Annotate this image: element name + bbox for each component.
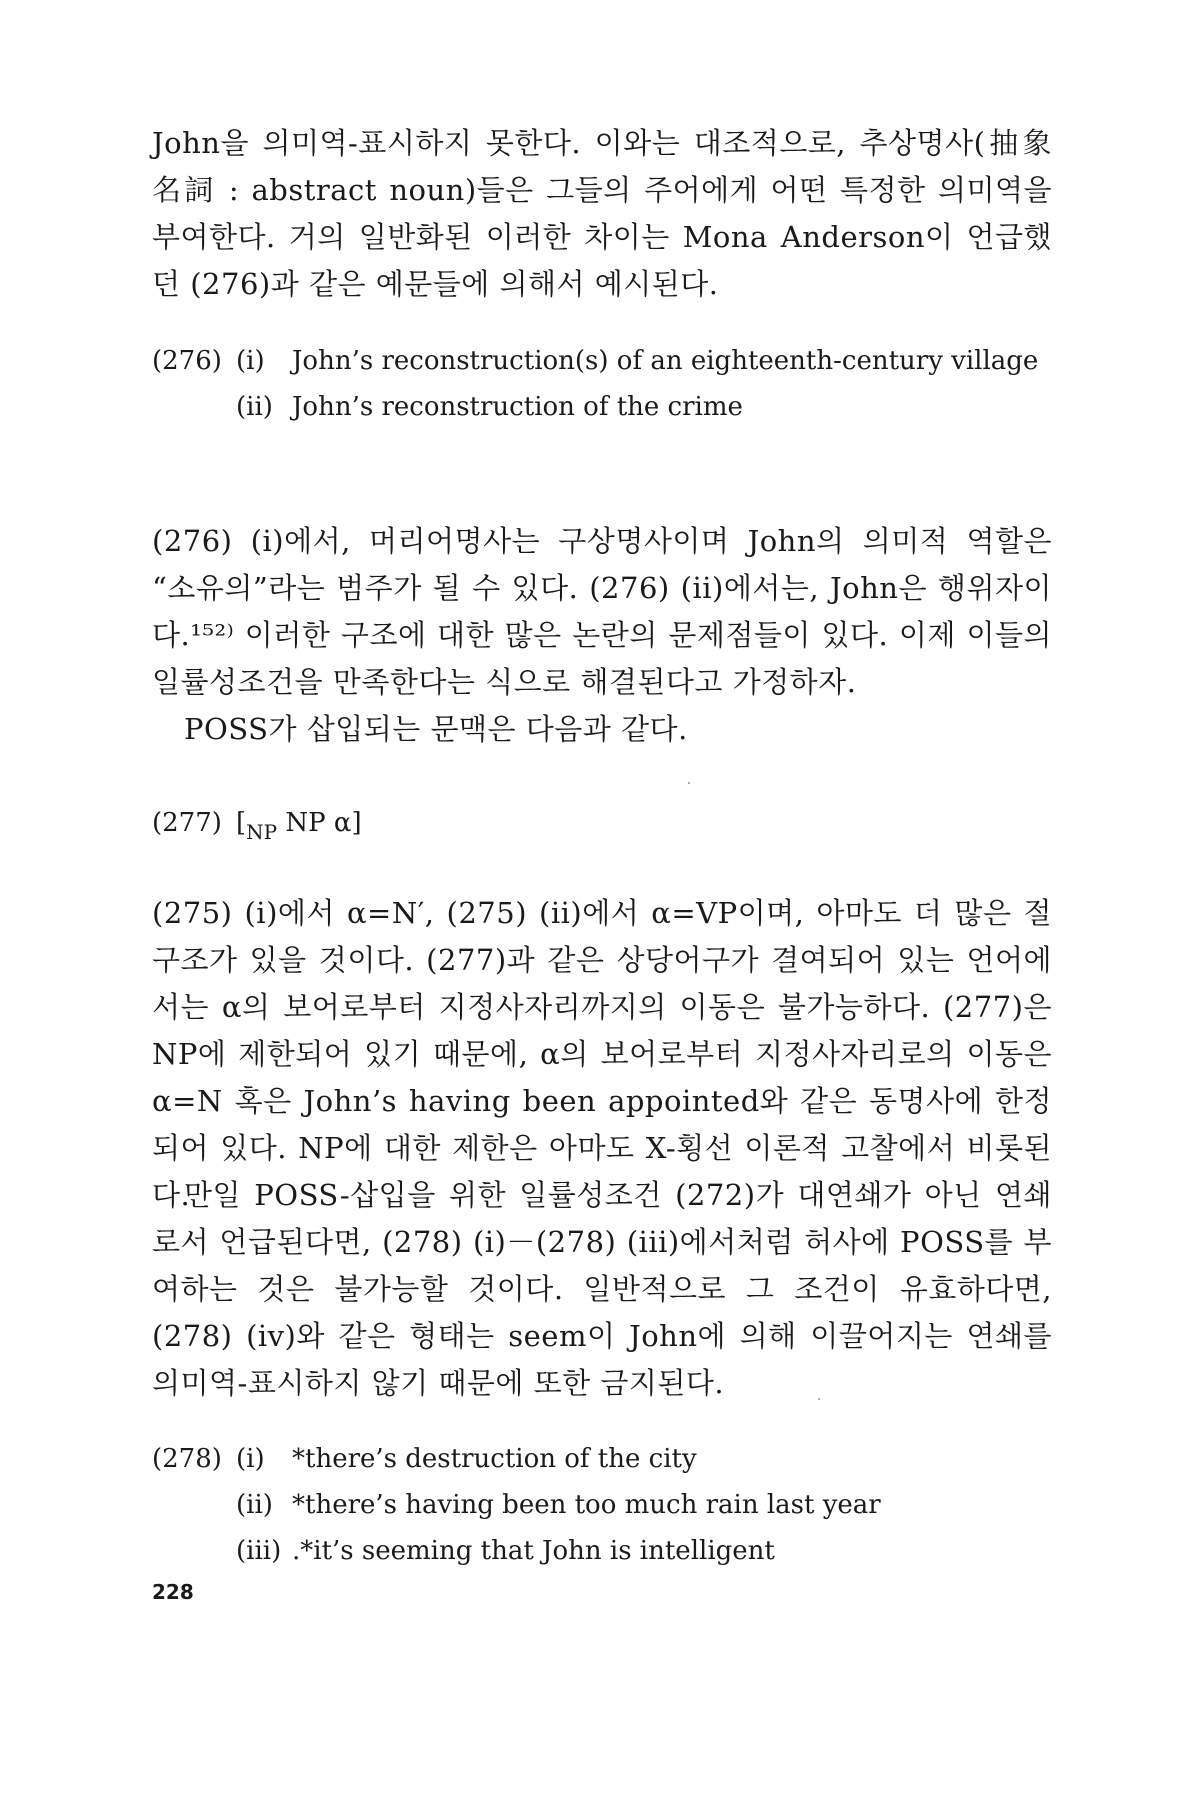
paragraph-alpha: (275) (i)에서 α=N′, (275) (ii)에서 α=VP이며, 아마도 더 많은 절구조가 있을 것이다. (277)과 같은 상당어구가 결여되어 있는 언어에서는 α의 보어로부터 지정사자리까지의 이동은 불가능하다. (277)은 NP에 제한되어 있기 때문에, α의 보어로부터 지정사자리로의 이동은 α=N 혹은 John’s having been appointed와 같은 동명사에 한정되어 있다. NP에 대한 제한은 아마도 X-횡선 이론적 고찰에서 비롯된다. [152, 896, 1052, 1212]
example-label: (ii) [236, 392, 273, 422]
example-277 [152, 800, 1052, 846]
paragraph-poss-context: POSS가 삽입되는 문맥은 다음과 같다. [184, 712, 688, 746]
example-line [152, 1528, 1052, 1574]
example-label: (ii) [236, 1490, 273, 1520]
formula-rest: NP α] [277, 808, 362, 838]
example-line [152, 1436, 1052, 1482]
paragraph-discussion: (276) (i)에서, 머리어명사는 구상명사이며 John의 의미적 역할은 “소유의”라는 범주가 될 수 있다. (276) (ii)에서는, John은 행위자이다.¹⁵²⁾ 이러한 구조에 대한 많은 논란의 문제점들이 있다. 이제 이들의 일률성조건을 만족한다는 식으로 해결된다고 가정하자. [152, 524, 1052, 699]
example-label: (iii) [236, 1536, 282, 1566]
example-276 [152, 338, 1052, 430]
scan-speck [688, 782, 690, 784]
example-formula [236, 800, 362, 855]
example-number: (278) [152, 1444, 222, 1474]
example-text: *there’s destruction of the city [292, 1444, 697, 1474]
example-text: .*it’s seeming that John is intelligent [292, 1536, 775, 1566]
example-line [152, 800, 1052, 846]
example-278 [152, 1436, 1052, 1574]
example-line [152, 384, 1052, 430]
paragraph-poss-insertion: 만일 POSS-삽입을 위한 일률성조건 (272)가 대연쇄가 아닌 연쇄로서 언급된다면, (278) (i)－(278) (iii)에서처럼 허사에 POSS를 부여하는 것은 불가능할 것이다. 일반적으로 그 조건이 유효하다면, (278) (iv)와 같은 형태는 seem이 John에 의해 이끌어지는 연쇄를 의미역-표시하지 않기 때문에 또한 금지된다. [152, 1178, 1052, 1400]
example-label: (i) [236, 1444, 265, 1474]
example-text: John’s reconstruction(s) of an eighteenth-century village [292, 346, 1039, 376]
example-text: *there’s having been too much rain last year [292, 1490, 881, 1520]
scan-speck [818, 1398, 820, 1400]
example-number: (276) [152, 346, 222, 376]
example-number: (277) [152, 808, 222, 838]
subscript-np: NP [246, 820, 278, 844]
example-line [152, 1482, 1052, 1528]
example-line [152, 338, 1052, 384]
page-number: 228 [152, 1580, 194, 1604]
example-label: (i) [236, 346, 265, 376]
example-text: John’s reconstruction of the crime [292, 392, 743, 422]
paragraph-intro: John을 의미역-표시하지 못한다. 이와는 대조적으로, 추상명사(抽象名詞 : abstract noun)들은 그들의 주어에게 어떤 특정한 의미역을 부여한다. 거의 일반화된 이러한 차이는 Mona Anderson이 언급했던 (276)과 같은 예문들에 의해서 예시된다. [152, 126, 1052, 301]
bracket-open: [ [236, 808, 247, 838]
